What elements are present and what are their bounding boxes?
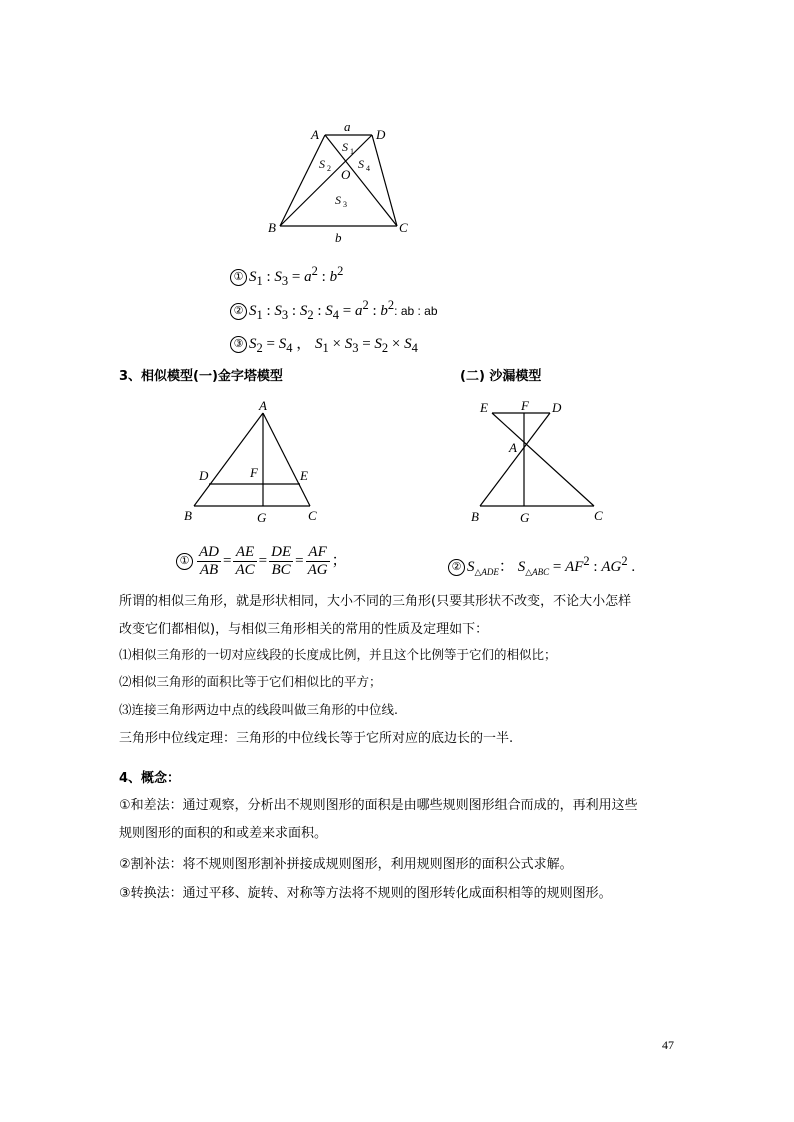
pyramid-label-A: A <box>259 398 267 413</box>
concept-item-3: ③转换法：通过平移、旋转、对称等方法将不规则的图形转化成面积相等的规则图形。 <box>119 886 612 901</box>
concept-item-1: ①和差法：通过观察，分析出不规则图形的面积是由哪些规则图形组合而成的，再利用这些 <box>119 798 638 813</box>
property-2: ⑵相似三角形的面积比等于它们相似比的平方； <box>119 674 382 689</box>
label-S2: S <box>319 157 325 171</box>
hourglass-label-D: D <box>552 400 562 415</box>
hourglass-label-G: G <box>520 510 530 525</box>
formula-2-tail: : ab : ab <box>394 304 438 318</box>
hourglass-label-C: C <box>594 508 603 523</box>
property-1: ⑴相似三角形的一切对应线段的长度成比例，并且这个比例等于它们的相似比； <box>119 647 557 662</box>
pyramid-diagram <box>180 396 330 531</box>
circled-number-2b: ② <box>448 559 465 576</box>
trapezoid-diagram <box>260 118 420 248</box>
label-S4: S <box>358 157 364 171</box>
label-S1-sub: 1 <box>350 147 354 156</box>
hourglass-label-B: B <box>471 509 479 524</box>
paragraph-2: 改变它们都相似)，与相似三角形相关的常用的性质及定理如下： <box>119 622 489 637</box>
circled-number-1: ① <box>230 269 247 286</box>
label-A: A <box>311 127 319 142</box>
section-4-heading: 4、概念： <box>119 771 181 786</box>
label-S4-sub: 4 <box>366 164 370 173</box>
hourglass-label-F: F <box>521 398 529 413</box>
pyramid-label-E: E <box>300 468 308 483</box>
area-ratio-formula: ② $S_{\triangle ADE}$： $S_{\triangle ABC} = AF^2$ : $AG^2$ . <box>448 554 635 578</box>
pyramid-label-G: G <box>257 510 267 525</box>
concept-item-1-cont: 规则图形的面积的和或差来求面积。 <box>119 826 328 841</box>
concept-item-2: ②割补法：将不规则图形割补拼接成规则图形，利用规则图形的面积公式求解。 <box>119 857 573 872</box>
similar-ratio-formula: ① $\frac{AD}{AB}$ = $\frac{AE}{AC}$ = $\frac{DE}{BC}$ = $\frac{AF}{AG}$ ； <box>176 544 347 579</box>
midline-theorem: 三角形中位线定理：三角形的中位线长等于它所对应的底边长的一半. <box>119 731 514 746</box>
label-B: B <box>268 220 276 235</box>
circled-number-3: ③ <box>230 336 247 353</box>
label-D: D <box>376 127 386 142</box>
label-C: C <box>399 220 408 235</box>
pyramid-label-C: C <box>308 508 317 523</box>
paragraph-1: 所谓的相似三角形，就是形状相同，大小不同的三角形(只要其形状不改变，不论大小怎样 <box>119 594 632 609</box>
property-3: ⑶连接三角形两边中点的线段叫做三角形的中位线. <box>119 702 398 717</box>
hourglass-heading: (二) 沙漏模型 <box>460 369 542 384</box>
page-number: 47 <box>662 1038 674 1052</box>
label-O: O <box>341 167 351 182</box>
formula-2: ② $S_1$ : $S_3$ : $S_2$ : $S_4 = a^2$ : $b^2$: ab : ab <box>230 298 438 323</box>
formula-3: ③ $S_2 = S_4$ ， $S_1 \times S_3 = S_2 \times S_4$ <box>230 332 418 356</box>
label-S2-sub: 2 <box>327 164 331 173</box>
pyramid-label-D: D <box>199 468 209 483</box>
section-3-heading: 3、相似模型(一)金字塔模型 <box>119 369 283 384</box>
hourglass-label-E: E <box>480 400 488 415</box>
hourglass-label-A: A <box>509 440 517 455</box>
label-a: a <box>344 119 351 134</box>
label-S3: S <box>335 193 341 207</box>
circled-number-2: ② <box>230 303 247 320</box>
pyramid-label-B: B <box>184 508 192 523</box>
label-S3-sub: 3 <box>343 200 347 209</box>
label-b: b <box>335 230 342 245</box>
label-S1: S <box>342 140 348 154</box>
circled-number-1b: ① <box>176 553 193 570</box>
pyramid-label-F: F <box>250 465 258 480</box>
formula-1: ① $S_1$ : $S_3 = a^2$ : $b^2$ <box>230 264 343 289</box>
hourglass-diagram <box>470 396 620 531</box>
